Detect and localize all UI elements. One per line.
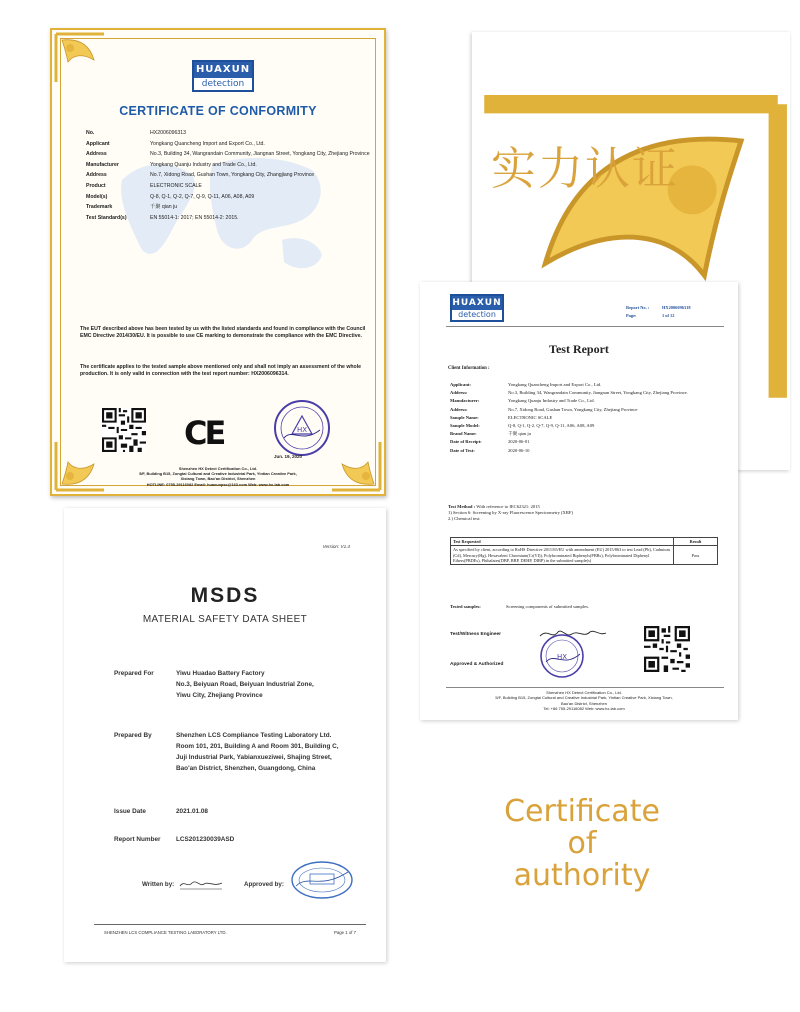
msds-footer	[104, 930, 356, 935]
report-no-label: Report No. :	[626, 305, 650, 310]
field-value: HX2006096313	[150, 130, 187, 136]
field-row	[450, 439, 726, 445]
client-info-heading: Client Information :	[448, 366, 490, 371]
certificate-scope-text: The certificate applies to the tested sample above mentioned only and shall not imply an assessment of the whole production. It is only valid in connection with the test report number: HX2006096314.	[80, 364, 362, 377]
issue-date-value: 2021.01.08	[176, 808, 208, 815]
table-header-row	[451, 538, 718, 546]
tested-samples	[450, 604, 589, 609]
logo-bottom-text: detection	[201, 79, 245, 89]
logo-top-text: HUAXUN	[452, 298, 502, 308]
footer-page-number: Page 1 of 7	[334, 930, 356, 935]
caption-line: authority	[513, 858, 651, 893]
footer-lab-name: SHENZHEN LCS COMPLIANCE TESTING LABORATORY LTD.	[104, 930, 227, 935]
table-header: Result	[674, 538, 718, 546]
msds-title: MSDS	[190, 584, 260, 607]
field-value: Yongkang Quanju Industry and Trade Co., Ltd.	[508, 398, 595, 404]
test-method	[448, 504, 718, 522]
qr-code-icon	[102, 408, 146, 452]
footer-line: Shenzhen HX Detect Certification Co., Ltd.	[546, 690, 622, 695]
approval-seal-icon	[538, 632, 586, 680]
certificate-of-conformity	[50, 28, 386, 496]
prepared-by-line: Juji Industrial Park, Yabianxueziwei, Shajing Street,	[176, 754, 332, 761]
certificate-fields	[86, 130, 376, 225]
report-title: Test Report	[549, 342, 609, 356]
field-value: Q-8, Q-1, Q-2, Q-7, Q-9, Q-11, A06, A08, A09	[150, 193, 255, 200]
field-label: Date of Test:	[450, 447, 475, 453]
field-label: Model(s)	[86, 193, 108, 200]
prepared-for-line: Yiwu City, Zhejiang Province	[176, 692, 263, 699]
certificate-of-authority-caption	[482, 796, 682, 892]
field-row	[450, 382, 726, 388]
field-row	[450, 390, 726, 396]
field-label: Manufacturer	[86, 161, 119, 168]
footer-line: Bao'an District, Shenzhen	[561, 700, 607, 706]
report-number-block	[114, 834, 364, 845]
prepared-by-line: Room 101, 201, Building A and Room 301, Building C,	[176, 743, 339, 750]
certification-seal-icon	[272, 398, 332, 458]
prepared-for-value	[176, 668, 364, 701]
field-label: Manufacturer:	[450, 398, 480, 404]
tested-samples-value: Screening components of submitted samples.	[506, 604, 590, 609]
field-row	[86, 194, 376, 201]
field-label: Applicant	[86, 140, 110, 147]
table-header: Test Requested	[451, 538, 674, 546]
table-cell: As specified by client, according to RoHS Directive 2011/65/EU with amendment (EU) 2015/863 to test Lead (Pb), Cadmium (Cd), Mercury(Hg), Hexavalent Chromium(Cr(VI)), Polybrominated Biphenyls(PBBs), Polybrominated Diphenyl Ethers(PBDEs), Phthalates(DBP, BBP, DEHP, DIBP) in the submitted sample(s)	[451, 546, 674, 565]
field-label: Date of Receipt:	[450, 439, 482, 445]
field-row	[86, 172, 376, 179]
approved-authorized-label: Approved & Authorized	[450, 662, 504, 667]
field-label: Address:	[450, 406, 468, 412]
logo-top-text: HUAXUN	[194, 62, 252, 78]
field-value: No.7, Xidong Road, Gushan Town, Yongkang City, Zhejiang Province	[508, 406, 638, 412]
field-row	[86, 204, 376, 211]
table-cell-result: Pass	[674, 546, 718, 565]
written-by-signature-icon	[178, 878, 224, 890]
caption-line: Certificate	[504, 794, 660, 829]
field-row	[86, 215, 376, 222]
report-footer	[440, 690, 728, 712]
field-value: No.3, Building 34, Wangrandain Community, Jiangnan Street, Yongkang City, Zhejiang Province.	[508, 390, 688, 396]
field-value: ELECTRONIC SCALE	[508, 414, 553, 420]
test-method-value: With reference to IEC62321: 2015	[476, 504, 540, 509]
msds-version: Version: V1.4	[322, 544, 350, 549]
field-value: Yongkang Quanju Industry and Trade Co., Ltd.	[150, 161, 257, 168]
test-method-line: 1) Section 6: Screening by X-ray Fluorescence Spectrometry (XRF)	[448, 510, 574, 515]
field-row	[86, 183, 376, 190]
field-label: Applicant:	[450, 382, 471, 387]
field-value: Yongkang Quancheng Import and Export Co., Ltd.	[150, 140, 265, 147]
field-value: 千聚 qian ju	[508, 431, 531, 437]
footer-line: 5/F, Building B15, Zongtai Cultural and Creative Industrial Park, Yintian Creative Park,	[139, 471, 297, 477]
field-row	[86, 151, 376, 158]
field-label: Brand Name:	[450, 431, 477, 437]
issue-date-block	[114, 806, 364, 817]
footer-line: 5/F, Building B15, Zongtai Cultural and Creative Industrial Park, Yintian Creative Park, Xixiang Town,	[495, 695, 673, 701]
ornament-corner-icon	[54, 32, 106, 84]
report-no-value: HX2006096318	[662, 305, 691, 310]
field-value: No.7, Xidong Road, Gushan Town, Yongkang City, Zhangjiang Province	[150, 172, 315, 179]
prepared-by-line: Shenzhen LCS Compliance Testing Laboratory Ltd.	[176, 732, 332, 739]
approved-by-label: Approved by:	[244, 881, 284, 888]
field-row	[86, 162, 376, 169]
footer-line: Shenzhen HX Detect Certification Co., Ltd.	[178, 466, 258, 471]
field-value: 千聚 qian ju	[150, 204, 178, 211]
field-label: Test Standard(s)	[86, 214, 127, 221]
witness-engineer-label: Test/Witness Engineer	[450, 632, 502, 637]
field-value: No.3, Building 34, Wangrandain Community, Jiangnan Street, Yongkang City, Zhejiang Province	[150, 151, 370, 158]
tested-samples-label: Tested samples:	[450, 604, 481, 609]
test-results-table	[450, 537, 718, 565]
report-meta	[626, 304, 691, 320]
field-row	[450, 423, 726, 429]
svg-text:HX: HX	[296, 426, 308, 434]
page-row	[626, 312, 691, 320]
field-label: Sample Model:	[450, 422, 480, 428]
huaxun-logo	[450, 294, 504, 322]
report-no-row	[626, 304, 691, 312]
field-row	[450, 431, 726, 437]
prepared-for-line: No.3, Beiyuan Road, Beiyuan Industrial Zone,	[176, 681, 314, 688]
field-row	[86, 130, 376, 137]
field-value: EN 55014-1: 2017; EN 55014-2: 2015.	[150, 214, 239, 221]
prepared-by-value	[176, 730, 364, 774]
certificate-compliance-text: The EUT described above has been tested by us with the listed standards and found in compliance with the Council EMC Directive 2014/30/EU. It is possible to use CE marking to demonstrate the compliance with the EMC Directive.	[80, 326, 366, 339]
msds-document	[64, 508, 386, 962]
field-label: Address	[86, 172, 107, 179]
field-label: Sample Name:	[450, 414, 479, 420]
logo-bottom-text: detection	[458, 310, 496, 319]
field-label: Product	[86, 182, 106, 189]
strength-certification-caption: 实力认证	[490, 142, 679, 195]
lab-approval-stamp-icon	[290, 860, 354, 900]
caption-line: of	[567, 826, 597, 861]
table-row	[451, 546, 718, 565]
footer-line: Tel: +86 755-29116082 Web: www.hx-lab.com	[543, 706, 625, 712]
field-value: Yongkang Quancheng Import and Export Co., Ltd.	[508, 382, 602, 387]
page-label: Page:	[626, 313, 637, 318]
field-row	[450, 448, 726, 454]
certificate-footer	[82, 466, 354, 487]
huaxun-logo	[192, 60, 254, 92]
prepared-for-label: Prepared For	[114, 670, 154, 677]
msds-subtitle: MATERIAL SAFETY DATA SHEET	[142, 614, 308, 625]
test-report	[420, 282, 738, 720]
prepared-by-line: Bao'an District, Shenzhen, Guangdong, China	[176, 765, 316, 772]
ce-mark: CE	[184, 414, 224, 452]
certificate-date: Jun. 19, 2020	[274, 454, 303, 459]
test-method-label: Test Method :	[448, 504, 476, 509]
certificate-title: CERTIFICATE OF CONFORMITY	[119, 104, 317, 118]
report-number-label: Report Number	[114, 836, 161, 843]
issue-date-label: Issue Date	[114, 808, 146, 815]
field-value: Q-8, Q-1, Q-2, Q-7, Q-9, Q-11, A06, A08, A09	[508, 422, 595, 428]
page-value: 1 of 12	[662, 313, 675, 318]
field-row	[450, 415, 726, 421]
qr-code-icon	[644, 626, 690, 672]
prepared-by-label: Prepared By	[114, 732, 152, 739]
field-row	[450, 407, 726, 413]
field-label: Trademark	[86, 204, 113, 211]
footer-line: HOTLINE: 0755-29116082 Email: huaxunpsc@163.com Web: www.hx-lab.com	[146, 481, 290, 487]
field-row	[450, 398, 726, 404]
footer-divider	[94, 924, 366, 925]
field-row	[86, 141, 376, 148]
field-value: 2020-06-01	[508, 439, 530, 445]
field-label: No.	[86, 130, 95, 136]
footer-divider	[446, 687, 724, 688]
svg-text:HX: HX	[556, 653, 568, 661]
prepared-by-block	[114, 730, 364, 774]
field-value: 2020-06-10	[508, 447, 530, 453]
header-divider	[446, 326, 724, 327]
footer-line: Xixiang Town, Bao'an District, Shenzhen	[180, 476, 256, 482]
written-by-label: Written by:	[142, 881, 175, 888]
report-number-value: LCS201230039ASD	[176, 836, 235, 843]
prepared-for-line: Yiwu Huadao Battery Factory	[176, 670, 265, 677]
field-value: ELECTRONIC SCALE	[150, 182, 202, 189]
test-method-line: 2.) Chemical test:	[448, 516, 481, 521]
prepared-for-block	[114, 668, 364, 701]
report-fields	[450, 382, 726, 456]
field-label: Address	[86, 151, 107, 158]
field-label: Address:	[450, 390, 468, 396]
